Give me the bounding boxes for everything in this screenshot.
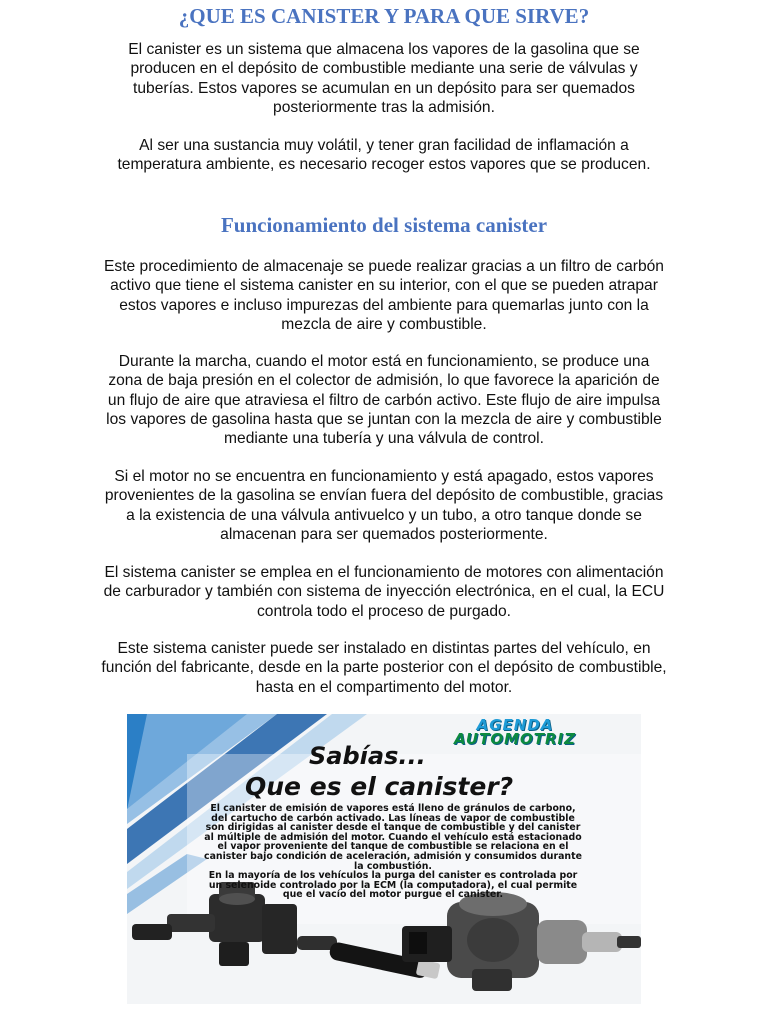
paragraph: Este procedimiento de almacenaje se puede realizar gracias a un filtro de carbón activo que tiene el sistema canister en su interior, con el que se pueden atrapar estos vapores e incluso impurezas del ambiente para quemarlas junto con la mezcla de aire y combustible. — [104, 258, 664, 333]
paragraph: Este sistema canister puede ser instalado en distintas partes del vehículo, en función del fabricante, desde en la parte posterior con el depósito de combustible, hasta en el compartimento del motor. — [101, 640, 667, 696]
brand-line-1: AGENDA — [476, 716, 554, 734]
paragraph: Durante la marcha, cuando el motor está en funcionamiento, se produce una zona de baja presión en el colector de admisión, lo que favorece la aparición de un flujo de aire que atraviesa el filtro de carbón activo. Este flujo de aire impulsa los vapores de gasolina hasta que se juntan con la mezcla de aire y combustible mediante una tubería y una válvula de control. — [106, 353, 662, 448]
paragraph: El sistema canister se emplea en el funcionamiento de motores con alimentación de carburador y también con sistema de inyección electrónica, en el cual, la ECU controla todo el proceso de purgado. — [103, 564, 665, 620]
infographic-title-line-1: Sabías... — [309, 742, 426, 770]
infographic-text-1: El canister de emisión de vapores está lleno de gránulos de carbono, del cartucho de carbón activado. Las líneas de vapor de combustible son dirigidas al canister desde el tanque de combustible y del canister al múltiple de admisión del motor. Cuando el vehículo está estacionado el vapor proveniente del tanque de combustible se relaciona en el canister bajo condición de aceleración, admisión y consumidos durante la combustión. — [204, 803, 582, 872]
paragraph: El canister es un sistema que almacena los vapores de la gasolina que se producen en el depósito de combustible mediante una serie de válvulas y tuberías. Estos vapores se acumulan en un depósito para ser quemados posteriormente tras la admisión. — [128, 41, 640, 116]
brand-line-2: AUTOMOTRIZ — [453, 730, 577, 748]
canister-infographic — [127, 714, 641, 1004]
section-heading: Funcionamiento del sistema canister — [220, 213, 548, 237]
paragraph: Al ser una sustancia muy volátil, y tener gran facilidad de inflamación a temperatura ambiente, es necesario recoger estos vapores que se producen. — [117, 137, 651, 174]
brand-logo — [397, 718, 633, 746]
paragraph: Si el motor no se encuentra en funcionamiento y está apagado, estos vapores provenientes de la gasolina se envían fuera del depósito de combustible, gracias a la existencia de una válvula antivuelco y un tubo, a otro tanque donde se almacenan para ser quemados posteriormente. — [104, 468, 664, 543]
main-heading: ¿QUE ES CANISTER Y PARA QUE SIRVE? — [178, 4, 590, 28]
infographic-text-2: En la mayoría de los vehículos la purga del canister es controlada por un selenoide controlado por la ECM (la computadora), el cual permite que el vacío del motor purgue el canister. — [208, 870, 578, 901]
infographic-title-line-2: Que es el canister? — [245, 772, 514, 801]
